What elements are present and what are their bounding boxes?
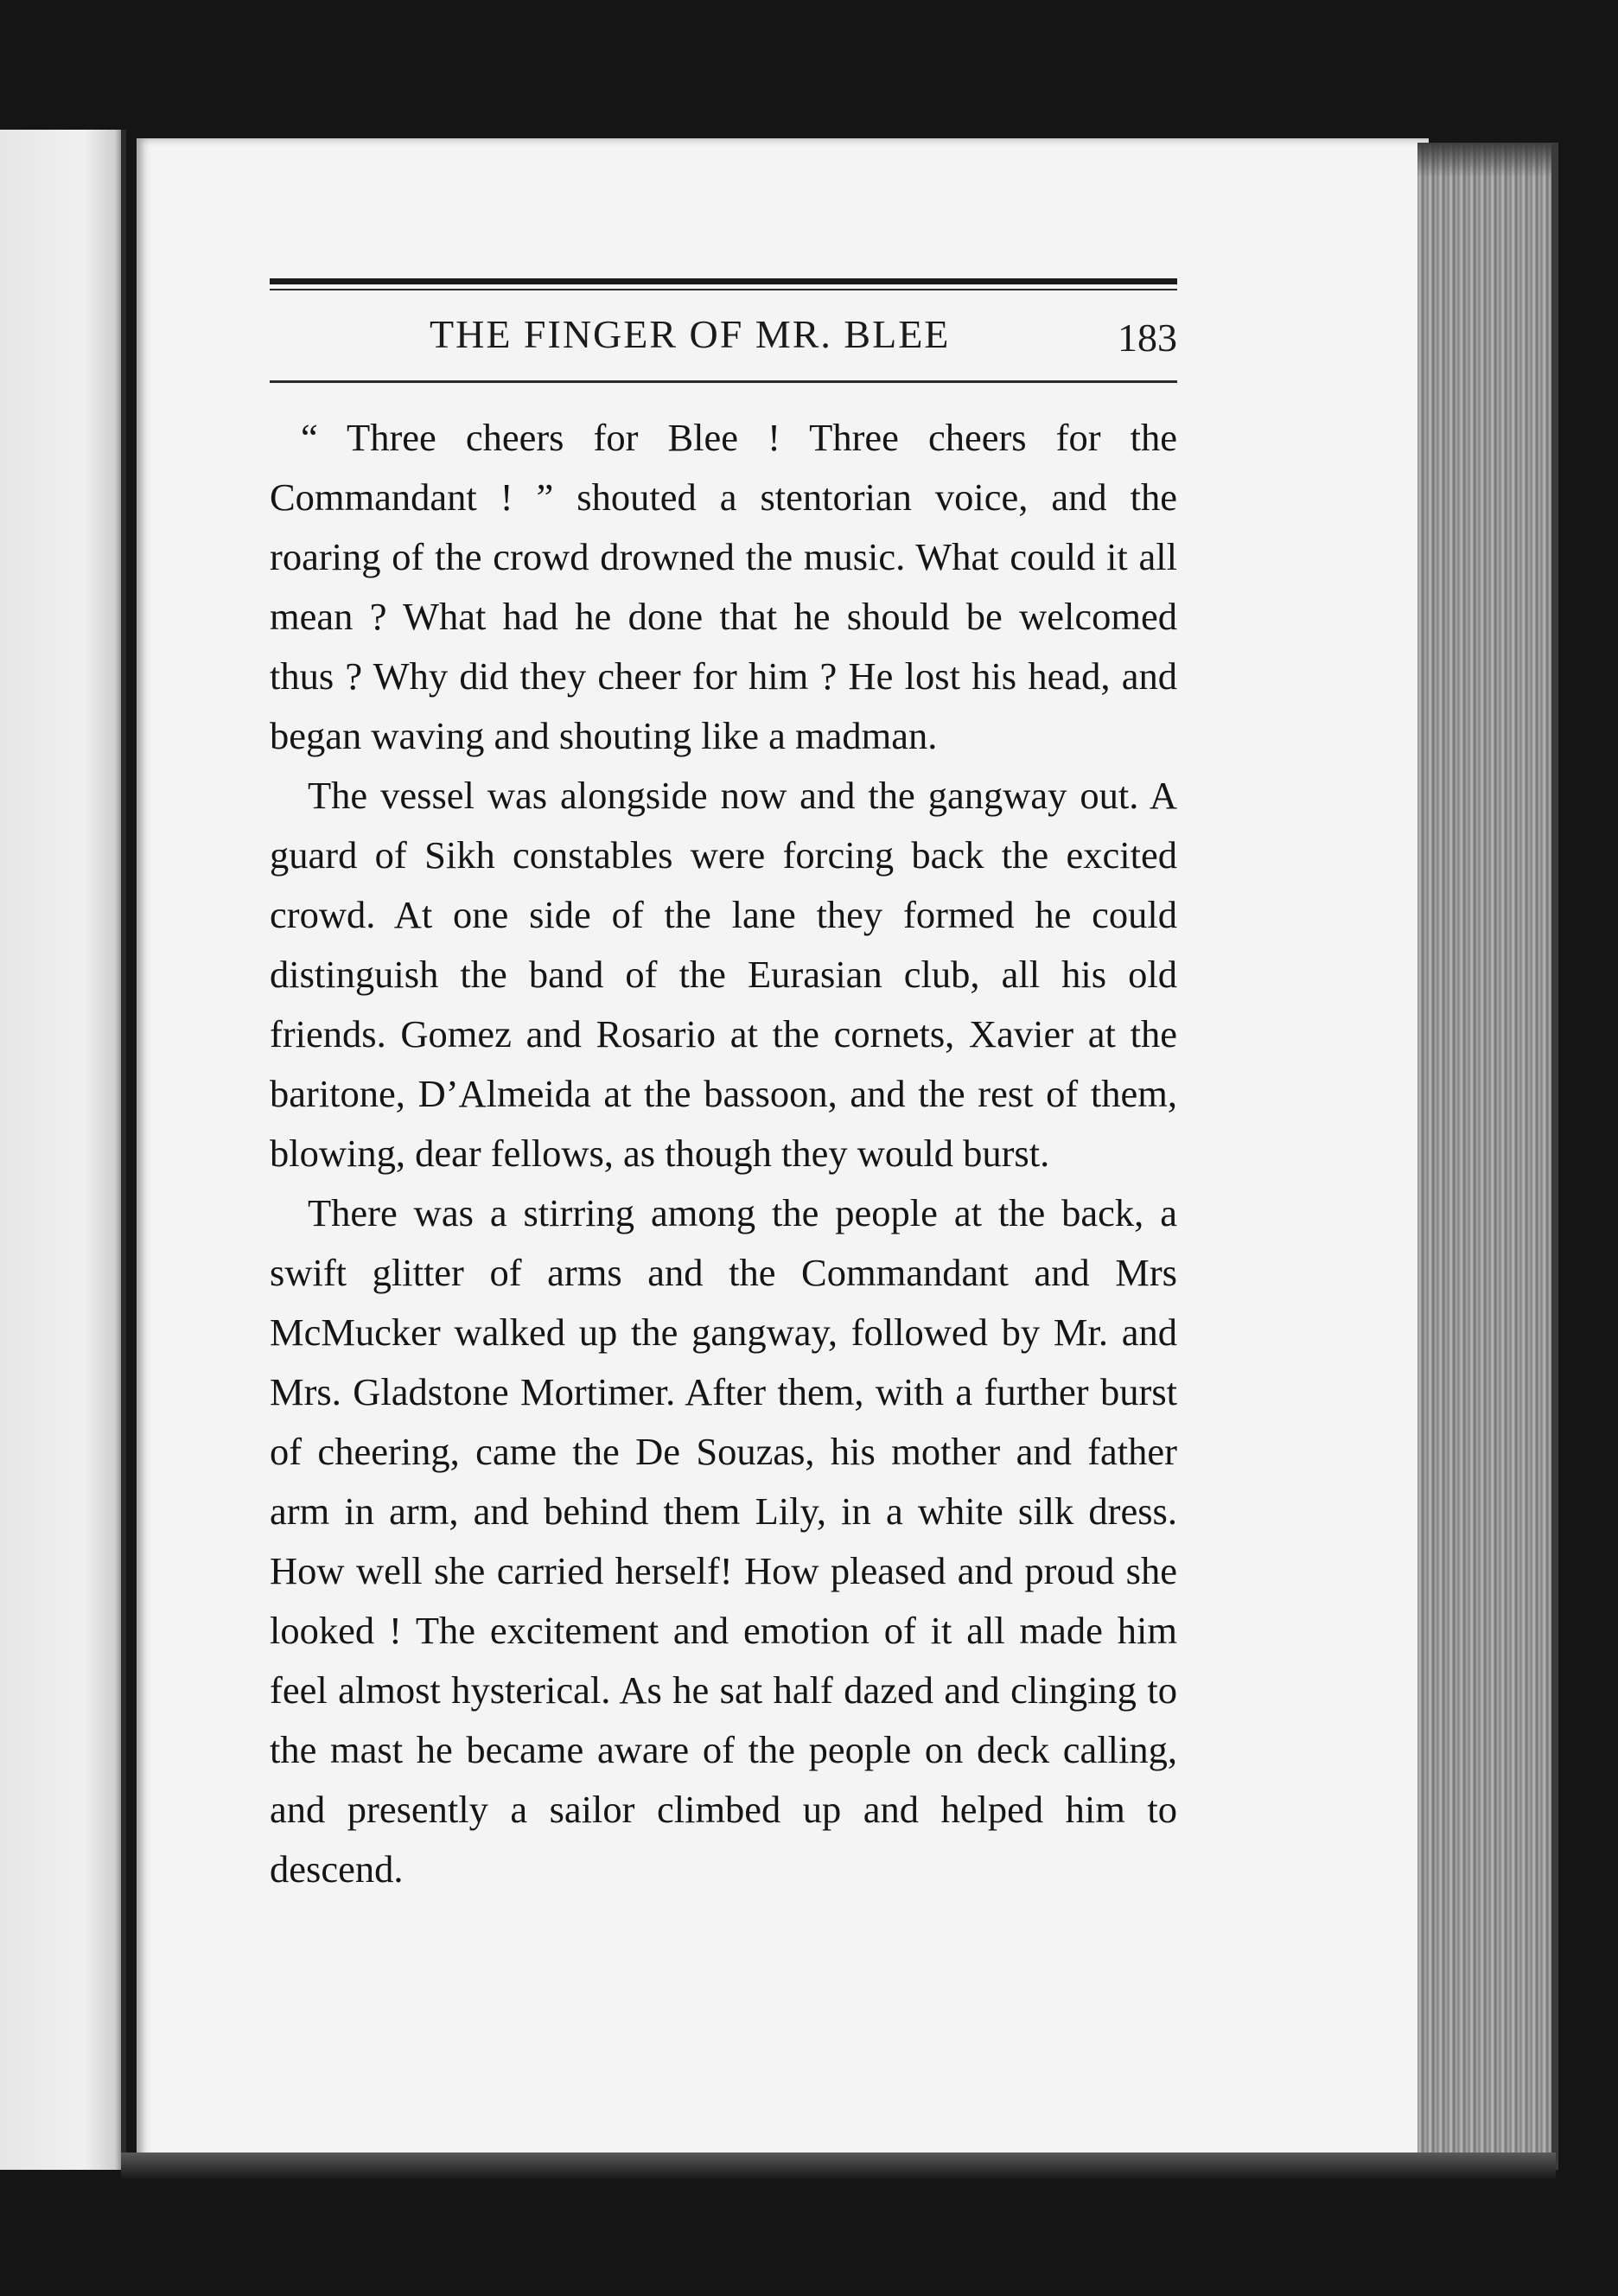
paragraph-1: “ Three cheers for Blee ! Three cheers for the Commandant ! ” shouted a stentorian voice, and the roaring of the crowd drowned the music. What could it all mean ? What had he done that he should be welcomed thus ? Why did they cheer for him ? He lost his head, and began waving and shouting like a madman. xyxy=(270,416,1177,757)
page-bottom-shadow xyxy=(121,2152,1556,2178)
paragraph-2: The vessel was alongside now and the gangway out. A guard of Sikh constables were forcing back the excited crowd. At one side of the lane they formed he could distinguish the band of the Eurasian club, all his old friends. Gomez and Rosario at the cornets, Xavier at the baritone, D’Almeida at the bassoon, and the rest of them, blowing, dear fellows, as though they would burst. xyxy=(270,774,1177,1175)
header-rule-thin xyxy=(270,289,1177,290)
header-underline xyxy=(270,380,1177,383)
page-block-shadow xyxy=(1417,143,1551,177)
body-text xyxy=(270,408,1177,1899)
page-block-edge xyxy=(1417,143,1558,2170)
header-rule-thick xyxy=(270,278,1177,284)
running-head xyxy=(270,311,1177,363)
page-number: 183 xyxy=(1118,316,1177,360)
paragraph-3: There was a stirring among the people at the back, a swift glitter of arms and the Commandant and Mrs McMucker walked up the gangway, followed by Mr. and Mrs. Gladstone Mortimer. After them, with a further burst of cheering, came the De Souzas, his mother and father arm in arm, and behind them Lily, in a white silk dress. How well she carried herself! How pleased and proud she looked ! The excitement and emotion of it all made him feel almost hysterical. As he sat half dazed and clinging to the mast he became aware of the people on deck calling, and presently a sailor climbed up and helped him to descend. xyxy=(270,1191,1177,1891)
running-title: THE FINGER OF MR. BLEE xyxy=(430,312,951,356)
left-page-edge xyxy=(0,130,126,2170)
